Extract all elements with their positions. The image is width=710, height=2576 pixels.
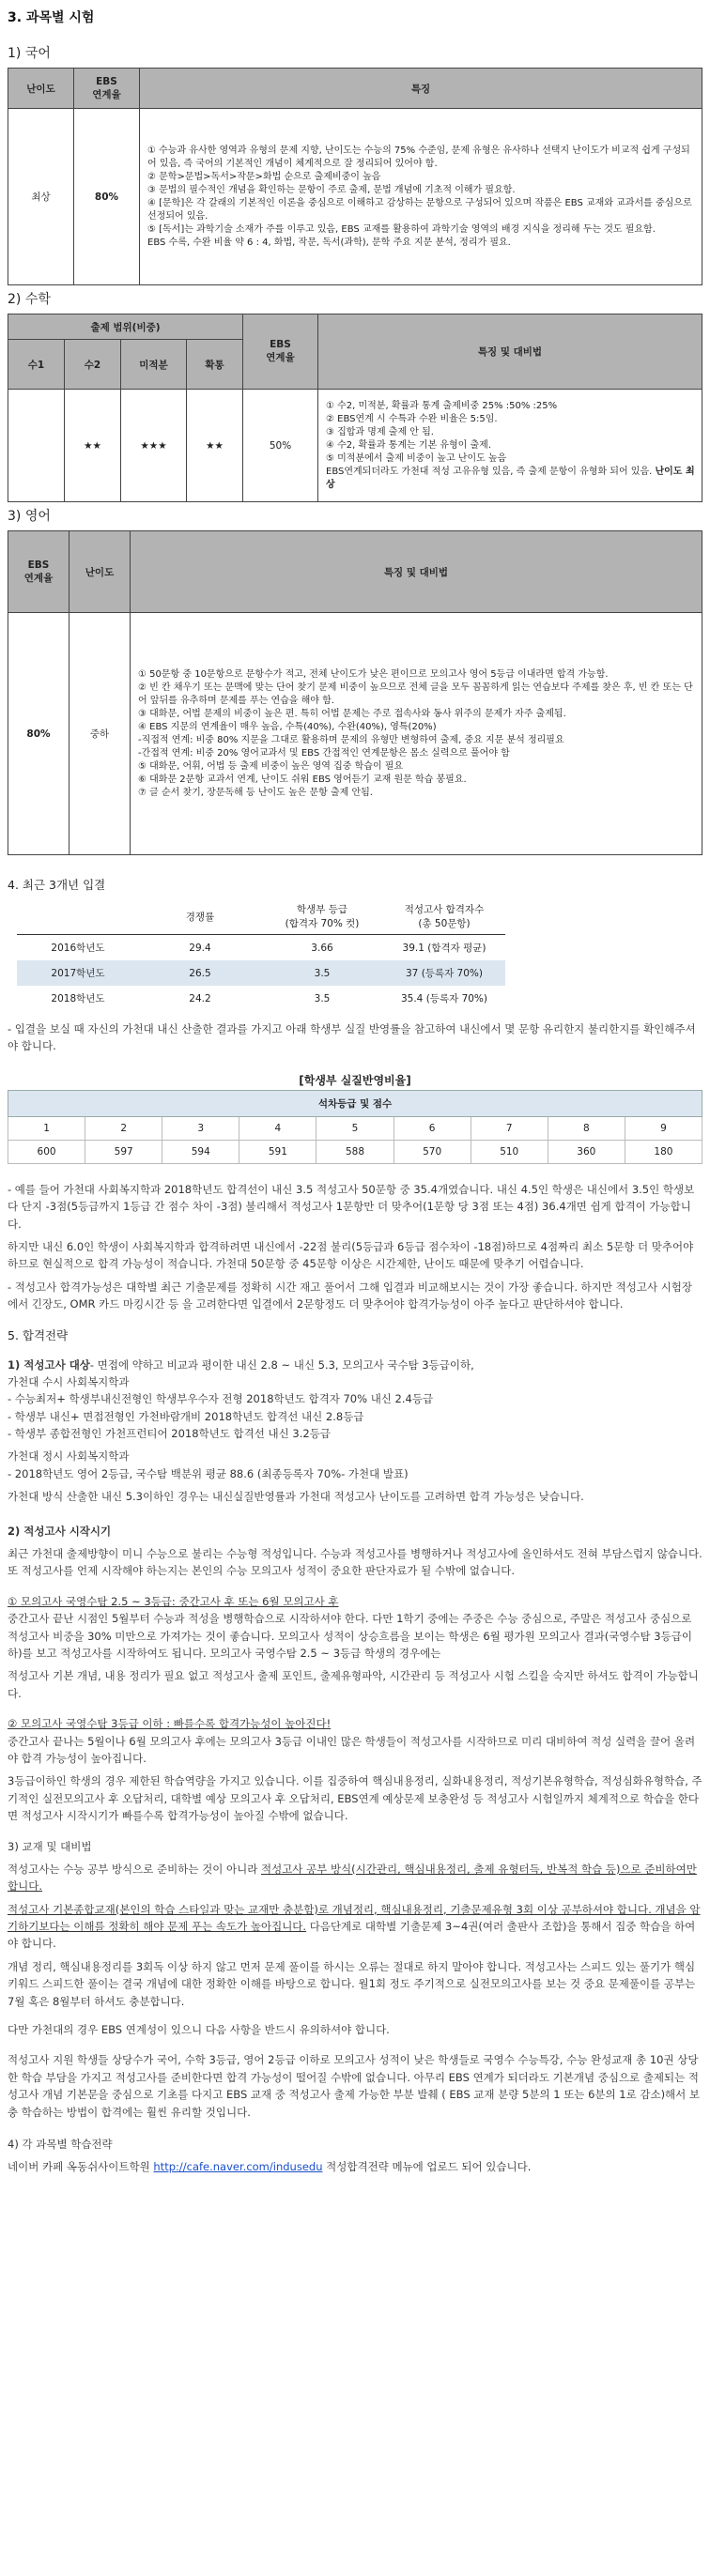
prep-paragraph: 적성고사 지원 학생들 상당수가 국어, 수학 3등급, 영어 2등급 이하로 모의고사 성적이 낮은 학생들로 국영수 수능특강, 수능 완성교재 총 10권 상당한 학습 부담을 가지고 적성고사를 준비한다면 합격 가능성이 떨어질 수밖에 없습니다. 아무리 EBS 연계가 되더라도 기본개념 중심으로 출제되는 적성고사 개념 기본문을 중심으로 기초를 다지고 EBS 교재 중 적성고사 출제 가능한 부분 발췌 ( EBS 교재 분량 5분의 1 또는 6분의 1로 감소)해서 보충 학습하는 방법이 합격에는 훨씬 유리할 것입니다. <box>8 2053 701 2119</box>
note-item: ② 빈 칸 채우기 또는 문맥에 맞는 단어 찾기 문제 비중이 높으므로 전체 글을 모두 꼼꼼하게 읽는 연습보다 주제를 찾은 후, 빈 칸 또는 단어 앞뒤를 유추하며 문제를 푸는 연습을 해야 함. <box>138 682 693 706</box>
grade-cell: 2 <box>85 1116 162 1140</box>
table-header: 학생부 등급 (합격자 70% 컷) <box>261 898 383 935</box>
prep-paragraph: 다만 가천대의 경우 EBS 연계성이 있으니 다음 사항을 반드시 유의하셔야 합니다. <box>8 2023 390 2037</box>
prep-emphasis: 적성고사 공부 방식(시간관리, 핵심내용정리, 출제 유형터득, 반복적 학습 등)으로 준비하여만 합니다. <box>8 1862 697 1894</box>
note-item: ① 수2, 미적분, 확률과 통계 출제비중 25% :50% :25% <box>326 400 558 411</box>
table-cell: 35.4 (등록자 70%) <box>400 993 487 1004</box>
table-cell: 3.5 <box>261 960 383 986</box>
note-item: ③ 대화문, 어법 문제의 비중이 높은 편. 특히 어법 문제는 주로 접속사와 동사 위주의 문제가 자주 출제됨. <box>138 708 566 719</box>
case2-paragraph: 3등급이하인 학생의 경우 제한된 학습역량을 가지고 있습니다. 이를 집중하여 핵심내용정리, 실화내용정리, 적성기본유형학습, 적성심화유형학습, 주기적인 실전모의고사 후 오답처리, 대학별 예상 모의고사 후 오답처리, EBS연계 예상문제 보충완성 등 적성고사 시험일까지 체계적으로 학습을 한다면 적성고사 시작시기가 빠를수록 합격가능성이 높아질 수밖에 없습니다. <box>8 1774 702 1823</box>
note-emphasis: 난이도 최상 <box>326 466 695 490</box>
note-item <box>326 466 698 492</box>
score-cell: 180 <box>625 1140 702 1163</box>
note-item: -직접적 연계: 비중 80% 지문을 그대로 활용하며 문제의 유형만 변형하여 출제, 중요 지문 분석 정리필요 <box>138 734 564 745</box>
feature-header: 특징 <box>140 69 702 109</box>
note-item: ④ [문학]은 각 갈래의 기본적인 이론을 중심으로 이해하고 감상하는 문항으로 구성되어 있으며 작품은 EBS 교재와 교과서를 중심으로 선정되어 있음. <box>147 197 692 222</box>
cafe-paragraph <box>8 2158 702 2175</box>
difficulty-header: 난이도 <box>69 531 131 613</box>
grade-cell: 5 <box>316 1116 394 1140</box>
case1-title: ① 모의고사 국영수탐 2.5 ~ 3등급: 중간고사 후 또는 6월 모의고사 후 <box>8 1594 339 1608</box>
scope-header: 출제 범위(비중) <box>8 314 243 340</box>
note-item: ④ EBS 지문의 연계율이 매우 높음, 수특(40%), 수완(40%), 영특(20%) <box>138 721 437 732</box>
subject-title: 4) 각 과목별 학습전략 <box>8 2137 113 2151</box>
table-cell: 2018학년도 <box>51 993 105 1004</box>
target-line: 가천대 수시 사회복지학과 <box>8 1374 130 1388</box>
recent-results-table <box>17 898 505 1011</box>
target-paragraph <box>8 1357 702 1443</box>
case2-title: ② 모의고사 국영수탐 3등급 이하 : 빠를수록 합격가능성이 높아진다! <box>8 1717 332 1731</box>
grade-cell: 6 <box>394 1116 471 1140</box>
ebs-header: EBS 연계율 <box>74 69 140 109</box>
grade-cell: 4 <box>239 1116 316 1140</box>
sub-header: 수1 <box>8 340 65 390</box>
korean-notes-list <box>144 145 698 250</box>
score-cell: 360 <box>548 1140 625 1163</box>
korean-difficulty: 최상 <box>8 109 74 285</box>
recent-note: - 입결을 보실 때 자신의 가천대 내신 산출한 결과를 가지고 아래 학생부 실질 반영률을 참고하여 내신에서 몇 문항 유리한지 불리한지를 확인해주셔야 합니다. <box>8 1022 696 1053</box>
timing-paragraph <box>8 1545 702 1580</box>
prep-title: 3) 교재 및 대비법 <box>8 1839 92 1853</box>
feature-header: 특징 및 대비법 <box>131 531 702 613</box>
timing-text: 또 적성고사를 언제 시작해야 하는지는 본인의 수능 모의고사 성적이 중요한 판단자료가 될 수밖에 없습니다. <box>8 1564 515 1578</box>
paragraph: - 적성고사 합격가능성은 대학별 최근 기출문제를 정확히 시간 재고 풀어서 그해 입결과 비교해보시는 것이 가장 좋습니다. 하지만 적성고사 시험장에서 긴장도, OMR 카드 마킹시간 등 을 고려한다면 입결에서 2문항정도 더 맞추어야 합격가능성이 아주 높다고 판단하셔야 합니다. <box>8 1280 693 1311</box>
weight-stars: ★★ <box>187 390 243 502</box>
weight-stars: ★★ <box>65 390 121 502</box>
table-cell: 29.4 <box>189 942 211 954</box>
weight-stars: ★★★ <box>121 390 187 502</box>
section-title: 3. 과목별 시험 <box>8 10 95 25</box>
note-item: ⑤ 대화문, 어휘, 어법 등 출제 비중이 높은 영역 집중 학습이 필요 <box>138 760 404 772</box>
note-item: -간접적 연계: 비중 20% 영어교과서 및 EBS 간접적인 연계문항은 몸소 실력으로 풀어야 함 <box>138 747 510 759</box>
timing-text: 최근 가천대 출제방향이 미니 수능으로 불리는 수능형 적성입니다. 수능과 적성고사를 병행하거나 적성고사에 올인하셔도 전혀 부담스럽지 않습니다. <box>8 1547 702 1561</box>
prep-paragraph: 개념 정리, 핵심내용정리를 3회독 이상 하지 않고 먼저 문제 풀이를 하시는 오류는 절대로 하지 말아야 합니다. 적성고사는 스피드 있는 풀기가 핵심 키워드 스피드한 풀이는 결국 개념에 대한 정확한 이해를 바탕으로 합니다. 월1회 정도 주기적으로 실전모의고사를 보는 것 중요 문제풀이를 공부는 7월 혹은 8월부터 하셔도 충분합니다. <box>8 1959 696 2008</box>
table-cell: 3.5 <box>314 992 331 1004</box>
table-row <box>17 986 505 1011</box>
recent-heading: 4. 최근 3개년 입결 <box>8 878 106 892</box>
table-cell: 24.2 <box>189 992 211 1004</box>
target-line: - 학생부 내신+ 면접전형인 가천바람개비 2018학년도 합격선 내신 2.8등급 <box>8 1409 364 1423</box>
math-heading: 2) 수학 <box>8 292 51 307</box>
note-item: ⑦ 글 순서 찾기, 장문독해 등 난이도 높은 문항 출제 안됨. <box>138 787 373 798</box>
grade-subtitle: 석차등급 및 점수 <box>8 1090 702 1116</box>
grade-cell: 8 <box>548 1116 625 1140</box>
weight-stars <box>8 390 65 502</box>
target-title: 1) 적성고사 대상 <box>8 1357 90 1372</box>
sub-header: 수2 <box>65 340 121 390</box>
english-table <box>8 530 702 855</box>
table-cell: 37 (등록자 70%) <box>383 960 505 986</box>
score-cell: 594 <box>162 1140 239 1163</box>
prep-paragraph <box>8 1861 702 1895</box>
grade-cell: 9 <box>625 1116 702 1140</box>
grade-row <box>8 1116 702 1140</box>
grade-table <box>8 1090 702 1164</box>
note-item: ③ 문법의 필수적인 개념을 확인하는 문항이 주로 출제, 문법 개념에 기초적 이해가 필요함. <box>147 184 516 195</box>
korean-table <box>8 68 702 285</box>
note-item: ⑤ [독서]는 과학기술 소재가 주를 이루고 있음, EBS 교재를 활용하여 과학기술 영역의 배경 지식을 정리해 두는 것도 필요함. <box>147 223 656 235</box>
grade-cell: 7 <box>471 1116 548 1140</box>
conclusion-paragraph: 가천대 방식 산출한 내신 5.3이하인 경우는 내신실질반영률과 가천대 적성고사 난이도를 고려하면 합격 가능성은 낮습니다. <box>8 1490 584 1504</box>
korean-heading: 1) 국어 <box>8 46 51 61</box>
table-cell: 39.1 (합격자 평균) <box>402 943 486 954</box>
note-item: ② 문학>문법>독서>작문>화법 순으로 출제비중이 높음 <box>147 171 381 182</box>
note-item: EBS 수록, 수완 비율 약 6 : 4, 화법, 작문, 독서(과학), 문학 주요 지문 분석, 정리가 필요. <box>147 237 511 248</box>
english-difficulty: 중하 <box>69 613 131 855</box>
korean-ebs-rate: 80% <box>74 109 140 285</box>
score-cell: 510 <box>471 1140 548 1163</box>
table-header: 적성고사 합격자수 (총 50문항) <box>383 898 505 935</box>
target-text: - 면접에 약하고 비교과 평이한 내신 2.8 ~ 내신 5.3, 모의고사 국수탐 3등급이하, <box>89 1357 474 1372</box>
paragraph: 하지만 내신 6.0인 학생이 사회복지학과 합격하려면 내신에서 -22점 불리(5등급과 6등급 점수차이 -18점)하므로 4점짜리 최소 5문항 더 맞추어야 하므로 현실적으로 합격 가능성이 적습니다. 가천대 50문항 중 45문항 이상은 시간제한, 난이도 때문에 맞추기 어렵습니다. <box>8 1239 694 1271</box>
case2-paragraph: 중간고사 끝나는 5월이나 6월 모의고사 후에는 모의고사 3등급 이내인 많은 학생들이 적성고사를 시작하므로 미리 대비하여 적성 실력을 끌어 올려야 합격 가능성이 높아집니다. <box>8 1734 696 1765</box>
score-cell: 600 <box>8 1140 85 1163</box>
table-row <box>17 935 505 961</box>
score-cell: 591 <box>239 1140 316 1163</box>
case1-paragraph: 적성고사 기본 개념, 내용 정리가 필요 없고 적성고사 출제 포인트, 출제유형파악, 시간관리 등 적성고사 시험 스킬을 숙지만 하셔도 합격이 가능합니다. <box>8 1669 699 1700</box>
table-cell: 2016학년도 <box>51 943 105 954</box>
english-notes-list <box>134 668 698 800</box>
cafe-text: 네이버 카페 옥동쉬사이트학원 <box>8 2160 154 2174</box>
note-item: ② EBS연계 시 수특과 수완 비율은 5:5임. <box>326 413 498 424</box>
table-row <box>17 960 505 986</box>
difficulty-header: 난이도 <box>8 69 74 109</box>
grade-cell: 1 <box>8 1116 85 1140</box>
target-line: - 수능최저+ 학생부내신전형인 학생부우수자 전형 2018학년도 합격자 70% 내신 2.4등급 <box>8 1392 434 1406</box>
english-features <box>131 613 702 855</box>
regular-line: 가천대 정시 사회복지학과 <box>8 1449 130 1464</box>
ebs-header: EBS 연계율 <box>8 531 69 613</box>
korean-features <box>140 109 702 285</box>
feature-header: 특징 및 대비법 <box>318 314 702 390</box>
sub-header: 확통 <box>187 340 243 390</box>
math-notes-list <box>322 400 698 492</box>
score-row <box>8 1140 702 1163</box>
english-heading: 3) 영어 <box>8 509 51 524</box>
grade-title: [학생부 실질반영비율] <box>299 1073 411 1087</box>
sub-header: 미적분 <box>121 340 187 390</box>
score-cell: 570 <box>394 1140 471 1163</box>
target-line: - 학생부 종합전형인 가천프런티어 2018학년도 합격선 내신 3.2등급 <box>8 1427 331 1441</box>
cafe-link[interactable]: http://cafe.naver.com/indusedu <box>153 2160 323 2174</box>
paragraph: - 예를 들어 가천대 사회복지학과 2018학년도 합격선이 내신 3.5 적성고사 50문항 중 35.4개였습니다. 내신 4.5인 학생은 내신에서 3.5인 학생보다 단지 -3점(5등급까지 1등급 간 점수 차이 -3점) 불리해서 적성고사 1문항만 더 맞추어(1문항 당 3점 또는 4점) 36.4개면 쉽게 합격이 가능합니다. <box>8 1182 695 1231</box>
note-item: ⑤ 미적분에서 출제 비중이 높고 난이도 높음 <box>326 452 507 464</box>
timing-title: 2) 적성고사 시작시기 <box>8 1524 112 1538</box>
document-page <box>8 0 702 2176</box>
note-item: ③ 집합과 명제 출제 안 됨. <box>326 426 434 437</box>
table-header <box>17 898 139 935</box>
table-cell: 2017학년도 <box>17 960 139 986</box>
math-features <box>318 390 702 502</box>
table-header: 경쟁률 <box>139 898 261 935</box>
table-cell: 3.66 <box>311 942 333 954</box>
score-cell: 597 <box>85 1140 162 1163</box>
score-cell: 588 <box>316 1140 394 1163</box>
case1-paragraph: 중간고사 끝난 시점인 5월부터 수능과 적성을 병행학습으로 시작하셔야 한다. 다만 1학기 중에는 주중은 수능 중심으로, 주말은 적성고사 중심으로 적성고사 비중을 30% 미만으로 가져가는 것이 좋습니다. 모의고사 성적이 상승흐름을 보이는 학생은 6월 평가원 모의고사 결과(국영수탐 3등급이하)를 보고 적성고사를 시작하여도 됩니다. 모의고사 국영수탐 2.5 ~ 3등급 학생의 경우에는 <box>8 1612 692 1660</box>
math-ebs-rate: 50% <box>243 390 318 502</box>
note-item: ⑥ 대화문 2문항 교과서 연계, 난이도 쉬워 EBS 영어듣기 교재 원문 학습 봉필요. <box>138 774 467 785</box>
note-item: ① 50문항 중 10문항으로 문항수가 적고, 전체 난이도가 낮은 편이므로 모의고사 영어 5등급 이내라면 합격 가능함. <box>138 668 609 680</box>
ebs-header: EBS 연계율 <box>243 314 318 390</box>
regular-paragraph <box>8 1448 702 1482</box>
cafe-text: 적성합격전략 메뉴에 업로드 되어 있습니다. <box>322 2160 532 2174</box>
prep-text: 다음단계로 대학별 기출문제 3~4권(여러 출판사 조합)을 통해서 집중 학습을 하여야 합니다. <box>8 1920 696 1951</box>
prep-text: 적성고사는 수능 공부 방식으로 준비하는 것이 아니라 <box>8 1862 261 1876</box>
strategy-heading: 5. 합격전략 <box>8 1327 69 1342</box>
english-ebs-rate: 80% <box>8 613 69 855</box>
regular-line: - 2018학년도 영어 2등급, 국수탐 백분위 평균 88.6 (최종등록자 70%- 가천대 발표) <box>8 1466 409 1480</box>
prep-paragraph <box>8 1901 702 1953</box>
table-cell: 26.5 <box>139 960 261 986</box>
math-table <box>8 314 702 502</box>
prep-emphasis: 적성고사 기본종합교재(본인의 학습 스타일과 맞는 교재만 충분함)로 개념정리, 핵심내용정리, 기출문제유형 3회 이상 공부하셔야 합니다. 개념을 암기하기보다는 이해를 정확히 해야 문제 푸는 속도가 높아집니다. <box>8 1902 701 1934</box>
note-item: ④ 수2, 확률과 통계는 기본 유형이 출제. <box>326 439 491 451</box>
note-item: ① 수능과 유사한 영역과 유형의 문제 지향, 난이도는 수능의 75% 수준임, 문제 유형은 유사하나 선택지 난이도가 비교적 쉽게 구성되어 있음, 즉 국어의 기본적인 개념이 체계적으로 잘 정리되어 있어야 함. <box>147 145 690 169</box>
note-text: EBS연계되더라도 가천대 적성 고유유형 있음, 즉 출제 문항이 유형화 되어 있음. <box>326 466 653 477</box>
grade-cell: 3 <box>162 1116 239 1140</box>
